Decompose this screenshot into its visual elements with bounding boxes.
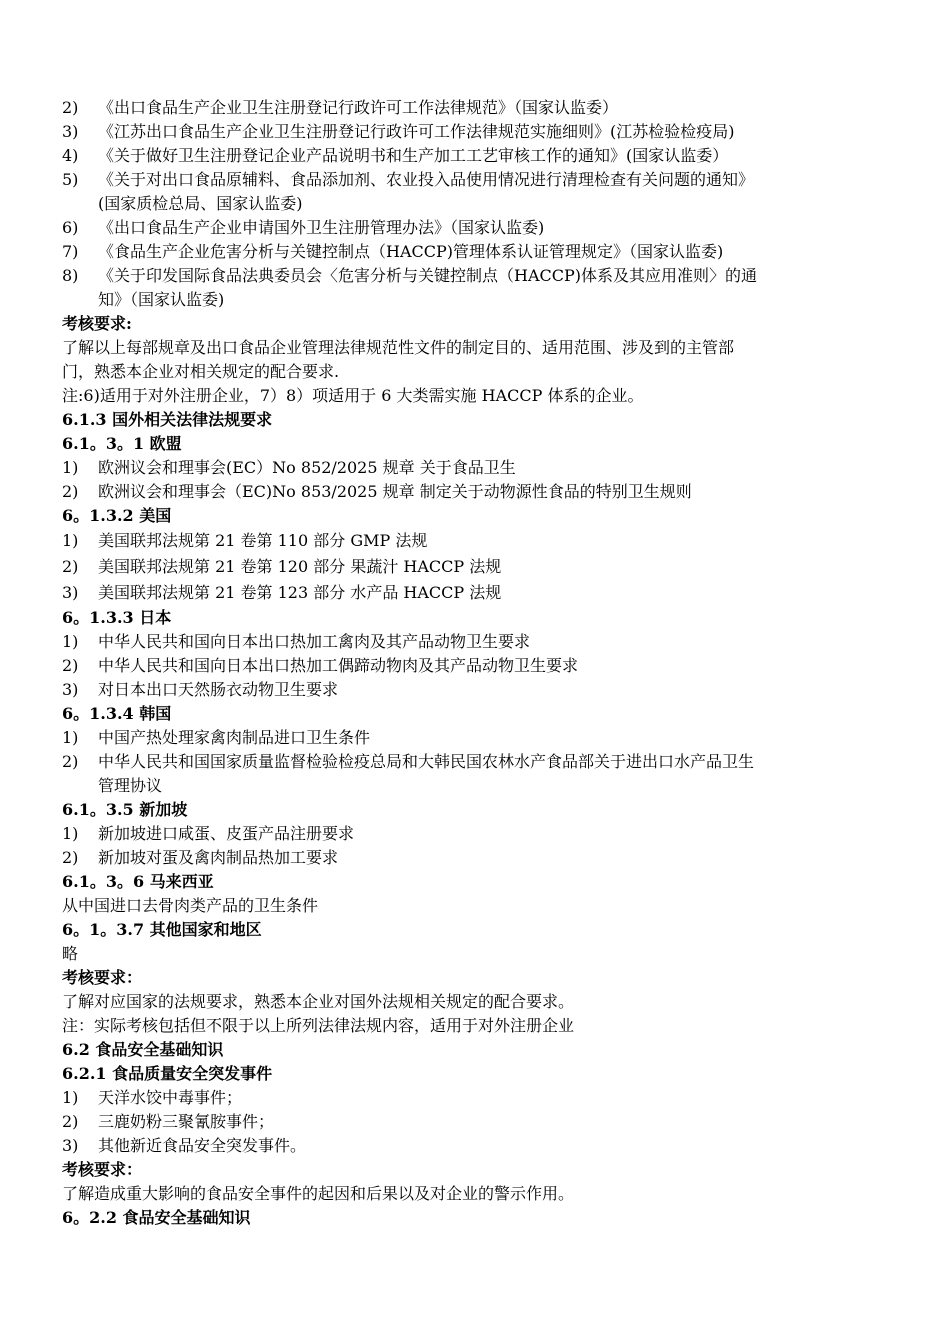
list-item: 2) 《出口食品生产企业卫生注册登记行政许可工作法律规范》（国家认监委） bbox=[62, 98, 619, 117]
list-item: 1) 天洋水饺中毒事件； bbox=[62, 1088, 243, 1107]
subsection-heading-basics: 6。2.2 食品安全基础知识 bbox=[62, 1208, 251, 1227]
list-item-continuation: (国家质检总局、国家认监委) bbox=[98, 194, 303, 213]
list-item: 1) 欧洲议会和理事会(EC）No 852/2025 规章 关于食品卫生 bbox=[62, 458, 516, 477]
list-item: 4) 《关于做好卫生注册登记企业产品说明书和生产加工工艺审核工作的通知》(国家认监委） bbox=[62, 146, 729, 165]
subsection-heading-eu: 6.1。3。1 欧盟 bbox=[62, 434, 182, 453]
list-item: 7) 《食品生产企业危害分析与关键控制点（HACCP)管理体系认证管理规定》（国家认监委) bbox=[62, 242, 724, 261]
requirement-text: 了解对应国家的法规要求，熟悉本企业对国外法规相关规定的配合要求。 bbox=[62, 992, 575, 1011]
list-item: 3) 对日本出口天然肠衣动物卫生要求 bbox=[62, 680, 339, 699]
list-item: 3) 《江苏出口食品生产企业卫生注册登记行政许可工作法律规范实施细则》(江苏检验检疫局) bbox=[62, 122, 735, 141]
requirement-text: 门，熟悉本企业对相关规定的配合要求. bbox=[62, 362, 340, 381]
list-item-continuation: 知》（国家认监委) bbox=[98, 290, 225, 309]
list-item: 3) 美国联邦法规第 21 卷第 123 部分 水产品 HACCP 法规 bbox=[62, 583, 502, 602]
requirement-heading: 考核要求: bbox=[62, 314, 132, 333]
list-item: 5) 《关于对出口食品原辅料、食品添加剂、农业投入品使用情况进行清理检查有关问题的通知》 bbox=[62, 170, 755, 189]
list-item: 2) 中华人民共和国向日本出口热加工偶蹄动物肉及其产品动物卫生要求 bbox=[62, 656, 579, 675]
list-item: 2) 美国联邦法规第 21 卷第 120 部分 果蔬汁 HACCP 法规 bbox=[62, 557, 502, 576]
subsection-heading-singapore: 6.1。3.5 新加坡 bbox=[62, 800, 188, 819]
list-item: 2) 欧洲议会和理事会（EC)No 853/2025 规章 制定关于动物源性食品的特别卫生规则 bbox=[62, 482, 692, 501]
list-item: 8) 《关于印发国际食品法典委员会〈危害分析与关键控制点（HACCP)体系及其应用准则〉的通 bbox=[62, 266, 758, 285]
subsection-heading-korea: 6。1.3.4 韩国 bbox=[62, 704, 172, 723]
list-item-continuation: 管理协议 bbox=[98, 776, 163, 795]
subsection-heading-other: 6。1。3.7 其他国家和地区 bbox=[62, 920, 262, 939]
requirement-heading: 考核要求： bbox=[62, 1160, 143, 1179]
list-item: 1) 美国联邦法规第 21 卷第 110 部分 GMP 法规 bbox=[62, 531, 428, 550]
requirement-text: 了解以上每部规章及出口食品企业管理法律规范性文件的制定目的、适用范围、涉及到的主管部 bbox=[62, 338, 735, 357]
list-item: 1) 中国产热处理家禽肉制品进口卫生条件 bbox=[62, 728, 371, 747]
list-item: 1) 新加坡进口咸蛋、皮蛋产品注册要求 bbox=[62, 824, 355, 843]
list-item: 2) 新加坡对蛋及禽肉制品热加工要求 bbox=[62, 848, 339, 867]
malaysia-text: 从中国进口去骨肉类产品的卫生条件 bbox=[62, 896, 319, 915]
list-item: 2) 三鹿奶粉三聚氰胺事件； bbox=[62, 1112, 275, 1131]
subsection-heading-events: 6.2.1 食品质量安全突发事件 bbox=[62, 1064, 273, 1083]
list-item: 2) 中华人民共和国国家质量监督检验检疫总局和大韩民国农林水产食品部关于进出口水产品卫生 bbox=[62, 752, 755, 771]
requirement-text: 了解造成重大影响的食品安全事件的起因和后果以及对企业的警示作用。 bbox=[62, 1184, 575, 1203]
requirement-heading: 考核要求： bbox=[62, 968, 143, 987]
note-text: 注:6)适用于对外注册企业，7）8）项适用于 6 大类需实施 HACCP 体系的企业。 bbox=[62, 386, 644, 405]
section-heading: 6.2 食品安全基础知识 bbox=[62, 1040, 224, 1059]
subsection-heading-japan: 6。1.3.3 日本 bbox=[62, 608, 172, 627]
list-item: 3) 其他新近食品安全突发事件。 bbox=[62, 1136, 307, 1155]
subsection-heading-us: 6。1.3.2 美国 bbox=[62, 506, 172, 525]
note-text: 注：实际考核包括但不限于以上所列法律法规内容，适用于对外注册企业 bbox=[62, 1016, 575, 1035]
subsection-heading-malaysia: 6.1。3。6 马来西亚 bbox=[62, 872, 214, 891]
list-item: 1) 中华人民共和国向日本出口热加工禽肉及其产品动物卫生要求 bbox=[62, 632, 531, 651]
document-body bbox=[62, 96, 892, 1230]
other-text: 略 bbox=[62, 944, 79, 963]
list-item: 6) 《出口食品生产企业申请国外卫生注册管理办法》（国家认监委) bbox=[62, 218, 545, 237]
section-heading: 6.1.3 国外相关法律法规要求 bbox=[62, 410, 273, 429]
